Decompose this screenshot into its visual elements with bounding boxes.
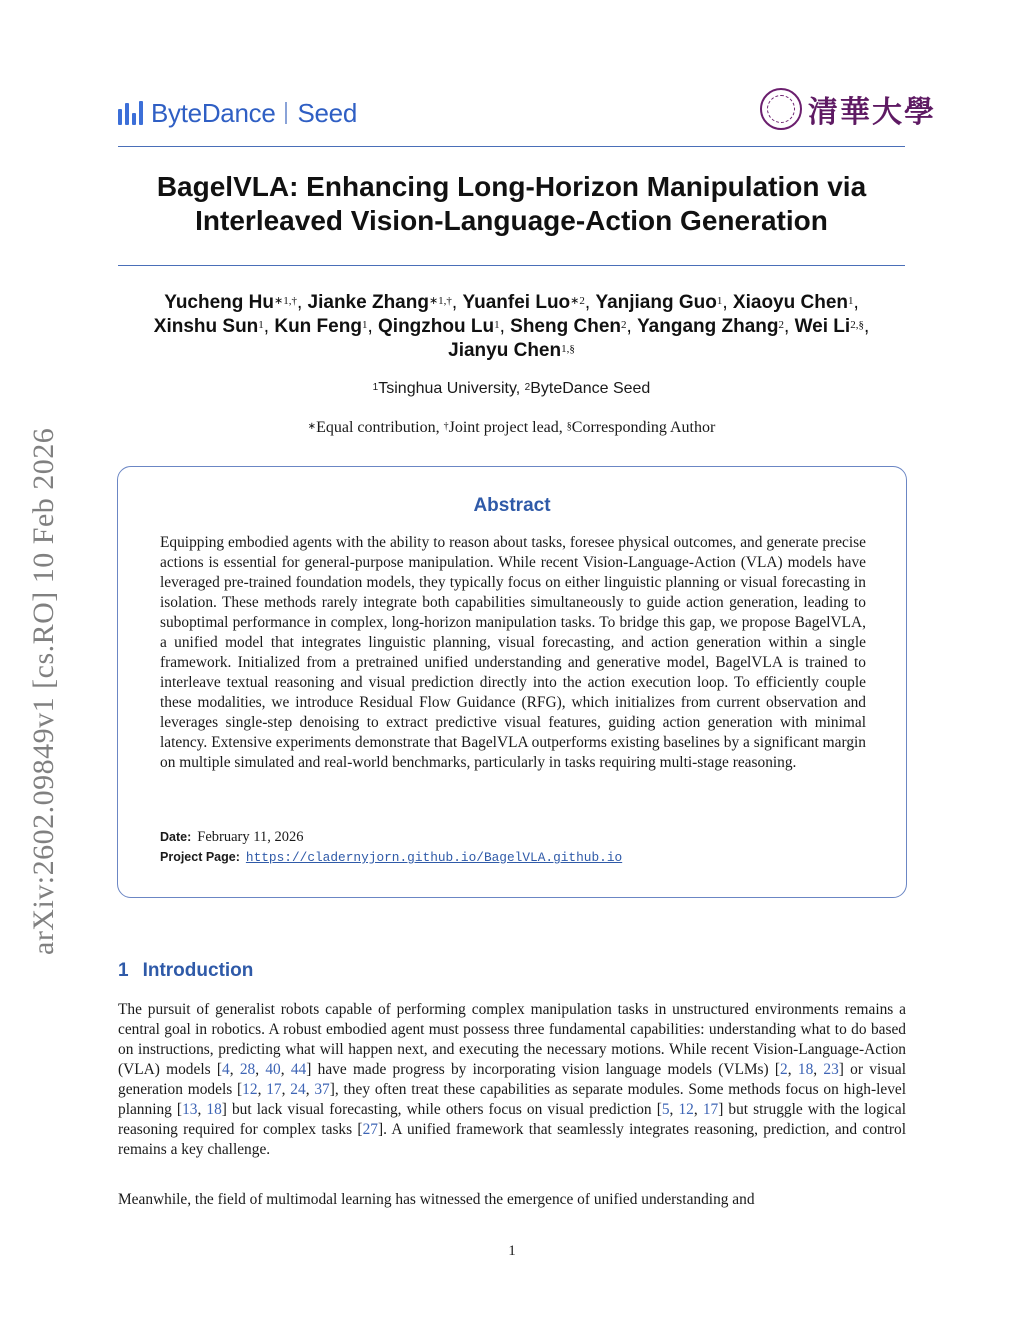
author-marks: ∗1,† xyxy=(428,295,452,307)
title-rule xyxy=(118,265,905,266)
author-name: Qingzhou Lu xyxy=(378,316,495,337)
brand-divider xyxy=(285,102,287,124)
abstract-meta xyxy=(160,827,866,868)
date-value: February 11, 2026 xyxy=(197,829,304,845)
author-marks: 1,§ xyxy=(561,343,575,355)
brand-primary: ByteDance xyxy=(151,97,276,128)
note-text: Corresponding Author xyxy=(571,419,716,436)
paragraph-text: ]. A unified framework that seamlessly integrates reasoning, prediction, and control remains a key challenge. xyxy=(118,1121,906,1158)
citation-link[interactable]: 44 xyxy=(290,1061,307,1078)
author-name: Wei Li xyxy=(794,316,851,337)
title-line-1: BagelVLA: Enhancing Long-Horizon Manipulation via xyxy=(156,171,867,202)
arxiv-stamp: arXiv:2602.09849v1 [cs.RO] 10 Feb 2026 xyxy=(27,427,60,955)
author-marks: 2,§ xyxy=(850,319,864,331)
affiliation-name: ByteDance Seed xyxy=(530,380,651,397)
abstract-heading: Abstract xyxy=(473,495,551,516)
paragraph-text: ] or visual generation models [ xyxy=(118,1061,907,1098)
section-heading-introduction xyxy=(118,960,253,982)
paragraph-text: , xyxy=(257,1081,267,1098)
affiliations: $^1$Tsinghua University, $^2$ByteDance Seed xyxy=(372,380,651,397)
author-marks: 1 xyxy=(494,319,500,331)
tsinghua-seal-icon xyxy=(760,88,802,130)
affiliation-mark: 1 xyxy=(372,382,379,393)
author-name: Kun Feng xyxy=(274,316,362,337)
author-name: Yangang Zhang xyxy=(637,316,779,337)
brand-secondary: Seed xyxy=(297,97,358,128)
tsinghua-wordmark: 清華大學 xyxy=(808,95,936,130)
paragraph-text: The pursuit of generalist robots capable of performing complex manipulation tasks in unstructured environments remains a central goal in robotics. A robust embodied agent must possess three fundamental capabilities: understanding what to do based on instructions, predicting what will happen next, and executing the necessary motions. While recent Vision-Language-Action (VLA) models [ xyxy=(118,1001,906,1078)
citation-link[interactable]: 18 xyxy=(797,1061,814,1078)
section-title: Introduction xyxy=(142,960,254,981)
citation-link[interactable]: 12 xyxy=(678,1101,694,1118)
citation-link[interactable]: 5 xyxy=(661,1101,670,1118)
citation-link[interactable]: 37 xyxy=(314,1081,330,1098)
intro-paragraph-1 xyxy=(118,1000,906,1160)
project-page-row xyxy=(160,847,866,868)
note-mark: § xyxy=(566,421,572,432)
tsinghua-logo xyxy=(760,88,936,130)
author-marks: ∗2 xyxy=(570,295,585,307)
citation-link[interactable]: 12 xyxy=(242,1081,258,1098)
citation-link[interactable]: 27 xyxy=(362,1121,378,1138)
paragraph-text: ], they often treat these capabilities as separate modules. Some methods focus on high-level planning [ xyxy=(118,1081,907,1118)
author-marks: 2 xyxy=(621,319,627,331)
paragraph-text: , xyxy=(669,1101,679,1118)
section-number: 1 xyxy=(118,960,129,981)
citation-link[interactable]: 17 xyxy=(702,1101,719,1118)
header-rule xyxy=(118,146,905,147)
paragraph-text: , xyxy=(693,1101,703,1118)
author-marks: 1 xyxy=(258,319,264,331)
paragraph-text: , xyxy=(305,1081,315,1098)
citation-link[interactable]: 28 xyxy=(239,1061,256,1078)
citation-link[interactable]: 18 xyxy=(206,1101,222,1118)
paragraph-text: , xyxy=(255,1061,266,1078)
affiliation-mark: 2 xyxy=(524,382,531,393)
paragraph-text: ] but lack visual forecasting, while others focus on visual prediction [ xyxy=(221,1101,662,1118)
citation-link[interactable]: 40 xyxy=(265,1061,281,1078)
citation-link[interactable]: 17 xyxy=(266,1081,282,1098)
date-row xyxy=(160,827,866,847)
paragraph-text: , xyxy=(787,1061,798,1078)
author-marks: 1 xyxy=(361,319,368,331)
title-line-2: Interleaved Vision-Language-Action Generation xyxy=(195,205,828,236)
paragraph-text: , xyxy=(281,1081,291,1098)
bytedance-seed-logo xyxy=(118,96,357,130)
author-name: Xiaoyu Chen xyxy=(732,292,848,313)
contribution-notes: ∗Equal contribution, †Joint project lead, §Corresponding Author xyxy=(307,419,716,436)
citation-link[interactable]: 13 xyxy=(182,1101,198,1118)
date-label: Date: xyxy=(160,830,192,844)
note-text: Joint project lead xyxy=(448,419,559,436)
paragraph-text: , xyxy=(229,1061,240,1078)
author-name: Xinshu Sun xyxy=(153,316,259,337)
author-name: Sheng Chen xyxy=(510,316,621,337)
author-name: Jianyu Chen xyxy=(448,340,562,361)
affiliation-name: Tsinghua University xyxy=(378,380,516,397)
citation-link[interactable]: 2 xyxy=(780,1061,788,1078)
paragraph-text: ] have made progress by incorporating vision language models (VLMs) [ xyxy=(306,1061,781,1078)
paper-title xyxy=(118,170,905,238)
author-list: Yucheng $Hu^{∗1,\dagger}$, Jianke Zhang$^{∗1,\dagger}$, Yuanfei Luo$^{∗2}$, Yanjiang Guo$^1$, Xiaoyu Chen$^1$, Xinshu Sun$^1$, Kun Feng$^1$, Qingzhou Lu$^1$, Sheng Chen$^2$, Yangang Zhang$^2$, Wei $Li^{2,\S}$, Jianyu Chen$^{1,\S}$ xyxy=(153,292,870,361)
project-page-label: Project Page: xyxy=(160,850,240,864)
author-marks: 2 xyxy=(778,319,785,331)
author-marks: 1 xyxy=(716,295,723,307)
bytedance-bars-icon xyxy=(118,101,143,125)
note-mark: ∗ xyxy=(307,421,317,432)
author-marks: ∗1,† xyxy=(274,295,297,307)
intro-paragraph-2: Meanwhile, the field of multimodal learning has witnessed the emergence of unified understanding and xyxy=(118,1191,755,1208)
abstract-body: Equipping embodied agents with the ability to reason about tasks, foresee physical outcomes, and generate precise actions is essential for general-purpose manipulation. While recent Vision-Language-Action (VLA) models have leveraged pre-trained foundation models, they typically focus on either linguistic planning or visual forecasting in isolation. These methods rarely integrate both capabilities simultaneously to guide action generation, leading to suboptimal performance in complex, long-horizon manipulation tasks. To bridge this gap, we propose BagelVLA, a unified model that integrates linguistic planning, visual forecasting, and action generation within a single framework. Initialized from a pretrained unified understanding and generative model, BagelVLA is trained to interleave textual reasoning and visual prediction directly into the action execution loop. To efficiently couple these modalities, we introduce Residual Flow Guidance (RFG), which initializes from current observation and leverages single-step denoising to extract predictive visual features, guiding action generation with minimal latency. Extensive experiments demonstrate that BagelVLA outperforms existing baselines by a significant margin on multiple simulated and real-world benchmarks, particularly in tasks requiring multi-stage reasoning. xyxy=(160,534,866,771)
author-name: Yucheng Hu xyxy=(164,292,274,313)
note-mark: † xyxy=(443,421,449,432)
paragraph-text: ] but struggle with the logical reasoning required for complex tasks [ xyxy=(118,1101,906,1138)
citation-link[interactable]: 4 xyxy=(222,1061,230,1078)
author-marks: 1 xyxy=(848,295,854,307)
author-name: Yuanfei Luo xyxy=(462,292,571,313)
note-text: Equal contribution xyxy=(316,419,436,436)
author-name: Jianke Zhang xyxy=(307,292,429,313)
page-number: 1 xyxy=(508,1243,516,1259)
citation-link[interactable]: 23 xyxy=(823,1061,839,1078)
paragraph-text: , xyxy=(280,1061,291,1078)
citation-link[interactable]: 24 xyxy=(290,1081,306,1098)
paragraph-text: , xyxy=(197,1101,207,1118)
paragraph-text: , xyxy=(813,1061,824,1078)
author-name: Yanjiang Guo xyxy=(595,292,717,313)
project-page-link[interactable]: https://cladernyjorn.github.io/BagelVLA.github.io xyxy=(245,850,623,865)
abstract-box xyxy=(117,466,907,898)
